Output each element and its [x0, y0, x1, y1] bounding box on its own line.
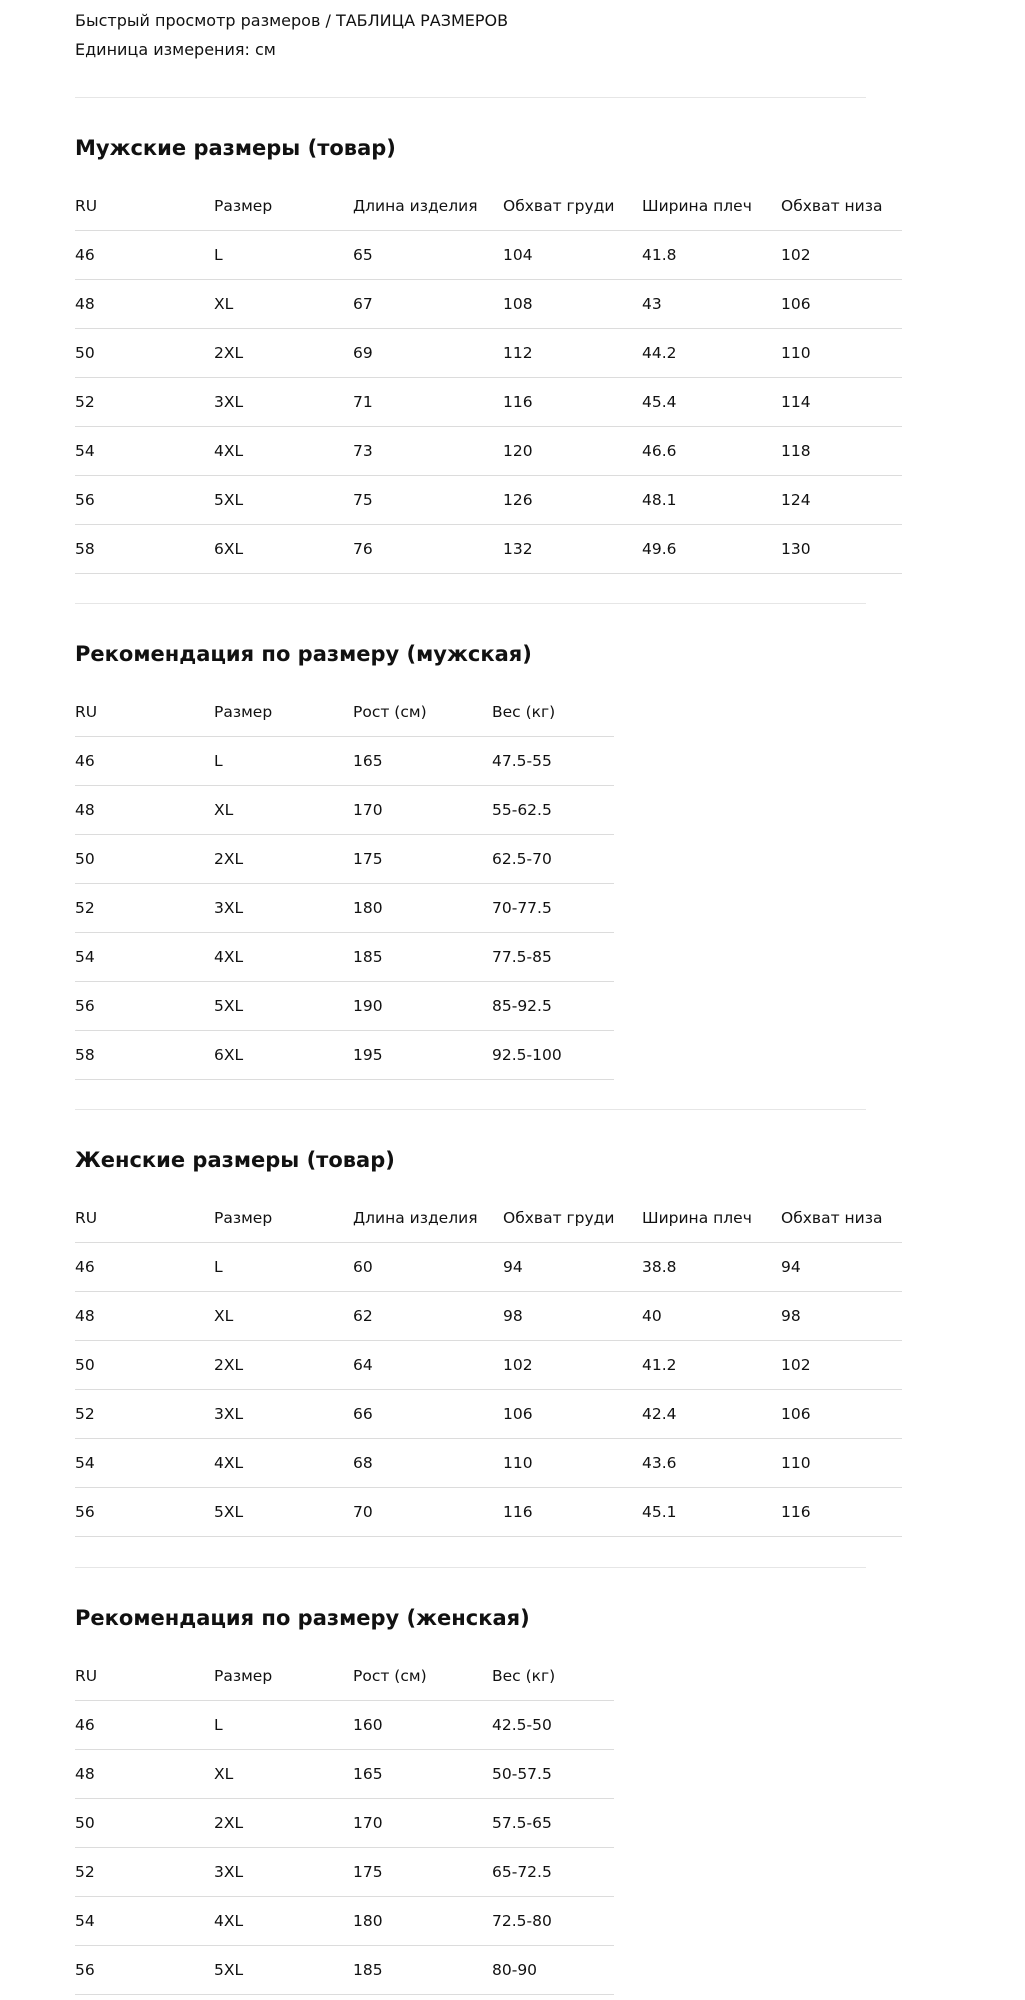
table-cell: 41.8 [642, 231, 781, 280]
table-cell: 92.5-100 [492, 1031, 614, 1080]
table-cell: 50 [75, 1799, 214, 1848]
table-cell: 114 [781, 378, 902, 427]
table-cell: 130 [781, 525, 902, 574]
table-cell: 116 [503, 378, 642, 427]
section-title-men-product: Мужские размеры (товар) [75, 136, 396, 160]
table-cell: 45.1 [642, 1488, 781, 1537]
table-cell: 132 [503, 525, 642, 574]
men-reco-table [75, 687, 614, 1080]
section-divider [75, 1109, 866, 1110]
section-title-men-reco: Рекомендация по размеру (мужская) [75, 642, 532, 666]
table-cell: L [214, 737, 353, 786]
table-cell: 102 [503, 1341, 642, 1390]
table-cell: 110 [503, 1439, 642, 1488]
column-header: Обхват низа [781, 181, 902, 231]
table-row [75, 1488, 902, 1537]
table-header-row [75, 1193, 902, 1243]
table-cell: 175 [353, 1848, 492, 1897]
table-cell: 6XL [214, 1031, 353, 1080]
unit-label: Единица измерения: см [75, 40, 276, 59]
table-row [75, 231, 902, 280]
table-row [75, 280, 902, 329]
table-cell: 124 [781, 476, 902, 525]
table-row [75, 329, 902, 378]
table-row [75, 1390, 902, 1439]
table-cell: 5XL [214, 1946, 353, 1995]
table-cell: 46 [75, 1701, 214, 1750]
column-header: Длина изделия [353, 1193, 503, 1243]
table-cell: 54 [75, 427, 214, 476]
table-cell: 48.1 [642, 476, 781, 525]
table-cell: 46 [75, 231, 214, 280]
table-cell: 48 [75, 1750, 214, 1799]
women-reco-table [75, 1651, 614, 1995]
table-cell: 46 [75, 737, 214, 786]
column-header: Ширина плеч [642, 181, 781, 231]
table-cell: 43 [642, 280, 781, 329]
table-cell: XL [214, 1292, 353, 1341]
table-cell: 48 [75, 786, 214, 835]
table-cell: 108 [503, 280, 642, 329]
table-header-row [75, 1651, 614, 1701]
column-header: Вес (кг) [492, 687, 614, 737]
section-divider [75, 97, 866, 98]
table-cell: 52 [75, 378, 214, 427]
table-row [75, 884, 614, 933]
table-cell: 106 [503, 1390, 642, 1439]
table-row [75, 476, 902, 525]
column-header: Обхват груди [503, 181, 642, 231]
table-cell: XL [214, 280, 353, 329]
table-cell: 116 [503, 1488, 642, 1537]
table-cell: 116 [781, 1488, 902, 1537]
table-row [75, 1701, 614, 1750]
table-cell: 38.8 [642, 1243, 781, 1292]
table-cell: 65-72.5 [492, 1848, 614, 1897]
table-cell: 70-77.5 [492, 884, 614, 933]
table-cell: 3XL [214, 378, 353, 427]
table-header-row [75, 181, 902, 231]
table-cell: 50-57.5 [492, 1750, 614, 1799]
table-cell: 190 [353, 982, 492, 1031]
table-row [75, 1848, 614, 1897]
table-cell: 44.2 [642, 329, 781, 378]
table-cell: 50 [75, 1341, 214, 1390]
table-cell: 2XL [214, 1799, 353, 1848]
table-cell: 104 [503, 231, 642, 280]
table-cell: 165 [353, 1750, 492, 1799]
table-header-row [75, 687, 614, 737]
table-row [75, 1292, 902, 1341]
table-cell: 5XL [214, 1488, 353, 1537]
table-cell: 56 [75, 1488, 214, 1537]
table-cell: 6XL [214, 525, 353, 574]
table-cell: 3XL [214, 1390, 353, 1439]
table-row [75, 1946, 614, 1995]
column-header: Вес (кг) [492, 1651, 614, 1701]
table-cell: 42.4 [642, 1390, 781, 1439]
table-cell: 48 [75, 280, 214, 329]
table-cell: 54 [75, 933, 214, 982]
table-cell: 58 [75, 1031, 214, 1080]
table-cell: 2XL [214, 1341, 353, 1390]
section-divider [75, 1567, 866, 1568]
table-cell: 110 [781, 329, 902, 378]
table-cell: 98 [781, 1292, 902, 1341]
table-row [75, 982, 614, 1031]
section-divider [75, 603, 866, 604]
table-cell: 50 [75, 835, 214, 884]
table-cell: 3XL [214, 884, 353, 933]
table-cell: 76 [353, 525, 503, 574]
column-header: Длина изделия [353, 181, 503, 231]
table-cell: 106 [781, 280, 902, 329]
table-cell: 102 [781, 231, 902, 280]
table-cell: 56 [75, 982, 214, 1031]
table-row [75, 737, 614, 786]
table-cell: 66 [353, 1390, 503, 1439]
table-cell: 85-92.5 [492, 982, 614, 1031]
table-cell: 46 [75, 1243, 214, 1292]
table-row [75, 1341, 902, 1390]
column-header: RU [75, 1651, 214, 1701]
table-row [75, 1799, 614, 1848]
table-cell: 110 [781, 1439, 902, 1488]
table-cell: 75 [353, 476, 503, 525]
table-cell: 52 [75, 1390, 214, 1439]
table-cell: 64 [353, 1341, 503, 1390]
table-cell: 102 [781, 1341, 902, 1390]
table-cell: 43.6 [642, 1439, 781, 1488]
table-cell: 80-90 [492, 1946, 614, 1995]
table-cell: 60 [353, 1243, 503, 1292]
table-cell: 160 [353, 1701, 492, 1750]
breadcrumb: Быстрый просмотр размеров / ТАБЛИЦА РАЗМЕРОВ [75, 11, 509, 30]
table-cell: 58 [75, 525, 214, 574]
table-cell: 71 [353, 378, 503, 427]
table-cell: 185 [353, 933, 492, 982]
table-row [75, 1439, 902, 1488]
table-cell: 55-62.5 [492, 786, 614, 835]
column-header: Обхват груди [503, 1193, 642, 1243]
table-cell: 56 [75, 476, 214, 525]
table-row [75, 525, 902, 574]
table-cell: 54 [75, 1439, 214, 1488]
table-row [75, 933, 614, 982]
table-row [75, 427, 902, 476]
table-cell: L [214, 231, 353, 280]
column-header: Размер [214, 1193, 353, 1243]
table-cell: 180 [353, 884, 492, 933]
table-cell: 57.5-65 [492, 1799, 614, 1848]
table-cell: 5XL [214, 982, 353, 1031]
table-cell: 62.5-70 [492, 835, 614, 884]
table-row [75, 1243, 902, 1292]
column-header: Размер [214, 1651, 353, 1701]
table-cell: 4XL [214, 1897, 353, 1946]
table-cell: 94 [781, 1243, 902, 1292]
column-header: Обхват низа [781, 1193, 902, 1243]
table-cell: 185 [353, 1946, 492, 1995]
table-cell: 195 [353, 1031, 492, 1080]
table-cell: 49.6 [642, 525, 781, 574]
table-cell: 2XL [214, 329, 353, 378]
table-cell: 120 [503, 427, 642, 476]
table-cell: 67 [353, 280, 503, 329]
table-row [75, 1750, 614, 1799]
table-cell: 126 [503, 476, 642, 525]
table-cell: 69 [353, 329, 503, 378]
table-cell: 98 [503, 1292, 642, 1341]
table-cell: 165 [353, 737, 492, 786]
column-header: Ширина плеч [642, 1193, 781, 1243]
table-cell: 73 [353, 427, 503, 476]
table-cell: 4XL [214, 1439, 353, 1488]
column-header: RU [75, 181, 214, 231]
table-row [75, 786, 614, 835]
table-cell: 4XL [214, 933, 353, 982]
table-cell: 77.5-85 [492, 933, 614, 982]
table-cell: 118 [781, 427, 902, 476]
table-cell: 46.6 [642, 427, 781, 476]
table-cell: 106 [781, 1390, 902, 1439]
women-product-table [75, 1193, 902, 1537]
table-cell: 41.2 [642, 1341, 781, 1390]
table-cell: 175 [353, 835, 492, 884]
table-cell: 52 [75, 1848, 214, 1897]
table-cell: 112 [503, 329, 642, 378]
column-header: Рост (см) [353, 1651, 492, 1701]
table-cell: 170 [353, 1799, 492, 1848]
column-header: Размер [214, 181, 353, 231]
table-row [75, 1031, 614, 1080]
table-cell: 50 [75, 329, 214, 378]
table-cell: 52 [75, 884, 214, 933]
table-cell: 48 [75, 1292, 214, 1341]
section-title-women-reco: Рекомендация по размеру (женская) [75, 1606, 530, 1630]
column-header: Размер [214, 687, 353, 737]
table-cell: 45.4 [642, 378, 781, 427]
table-cell: 47.5-55 [492, 737, 614, 786]
table-cell: 70 [353, 1488, 503, 1537]
table-cell: 72.5-80 [492, 1897, 614, 1946]
table-cell: 54 [75, 1897, 214, 1946]
table-cell: 4XL [214, 427, 353, 476]
table-cell: 62 [353, 1292, 503, 1341]
table-cell: 3XL [214, 1848, 353, 1897]
table-cell: 180 [353, 1897, 492, 1946]
table-cell: XL [214, 1750, 353, 1799]
table-cell: L [214, 1701, 353, 1750]
table-cell: 68 [353, 1439, 503, 1488]
table-cell: L [214, 1243, 353, 1292]
table-row [75, 378, 902, 427]
table-cell: 94 [503, 1243, 642, 1292]
table-cell: 40 [642, 1292, 781, 1341]
table-cell: 65 [353, 231, 503, 280]
table-cell: XL [214, 786, 353, 835]
table-cell: 170 [353, 786, 492, 835]
table-row [75, 1897, 614, 1946]
table-cell: 56 [75, 1946, 214, 1995]
column-header: Рост (см) [353, 687, 492, 737]
table-row [75, 835, 614, 884]
table-cell: 2XL [214, 835, 353, 884]
section-title-women-product: Женские размеры (товар) [75, 1148, 395, 1172]
table-cell: 5XL [214, 476, 353, 525]
table-cell: 42.5-50 [492, 1701, 614, 1750]
men-product-table [75, 181, 902, 574]
column-header: RU [75, 687, 214, 737]
column-header: RU [75, 1193, 214, 1243]
